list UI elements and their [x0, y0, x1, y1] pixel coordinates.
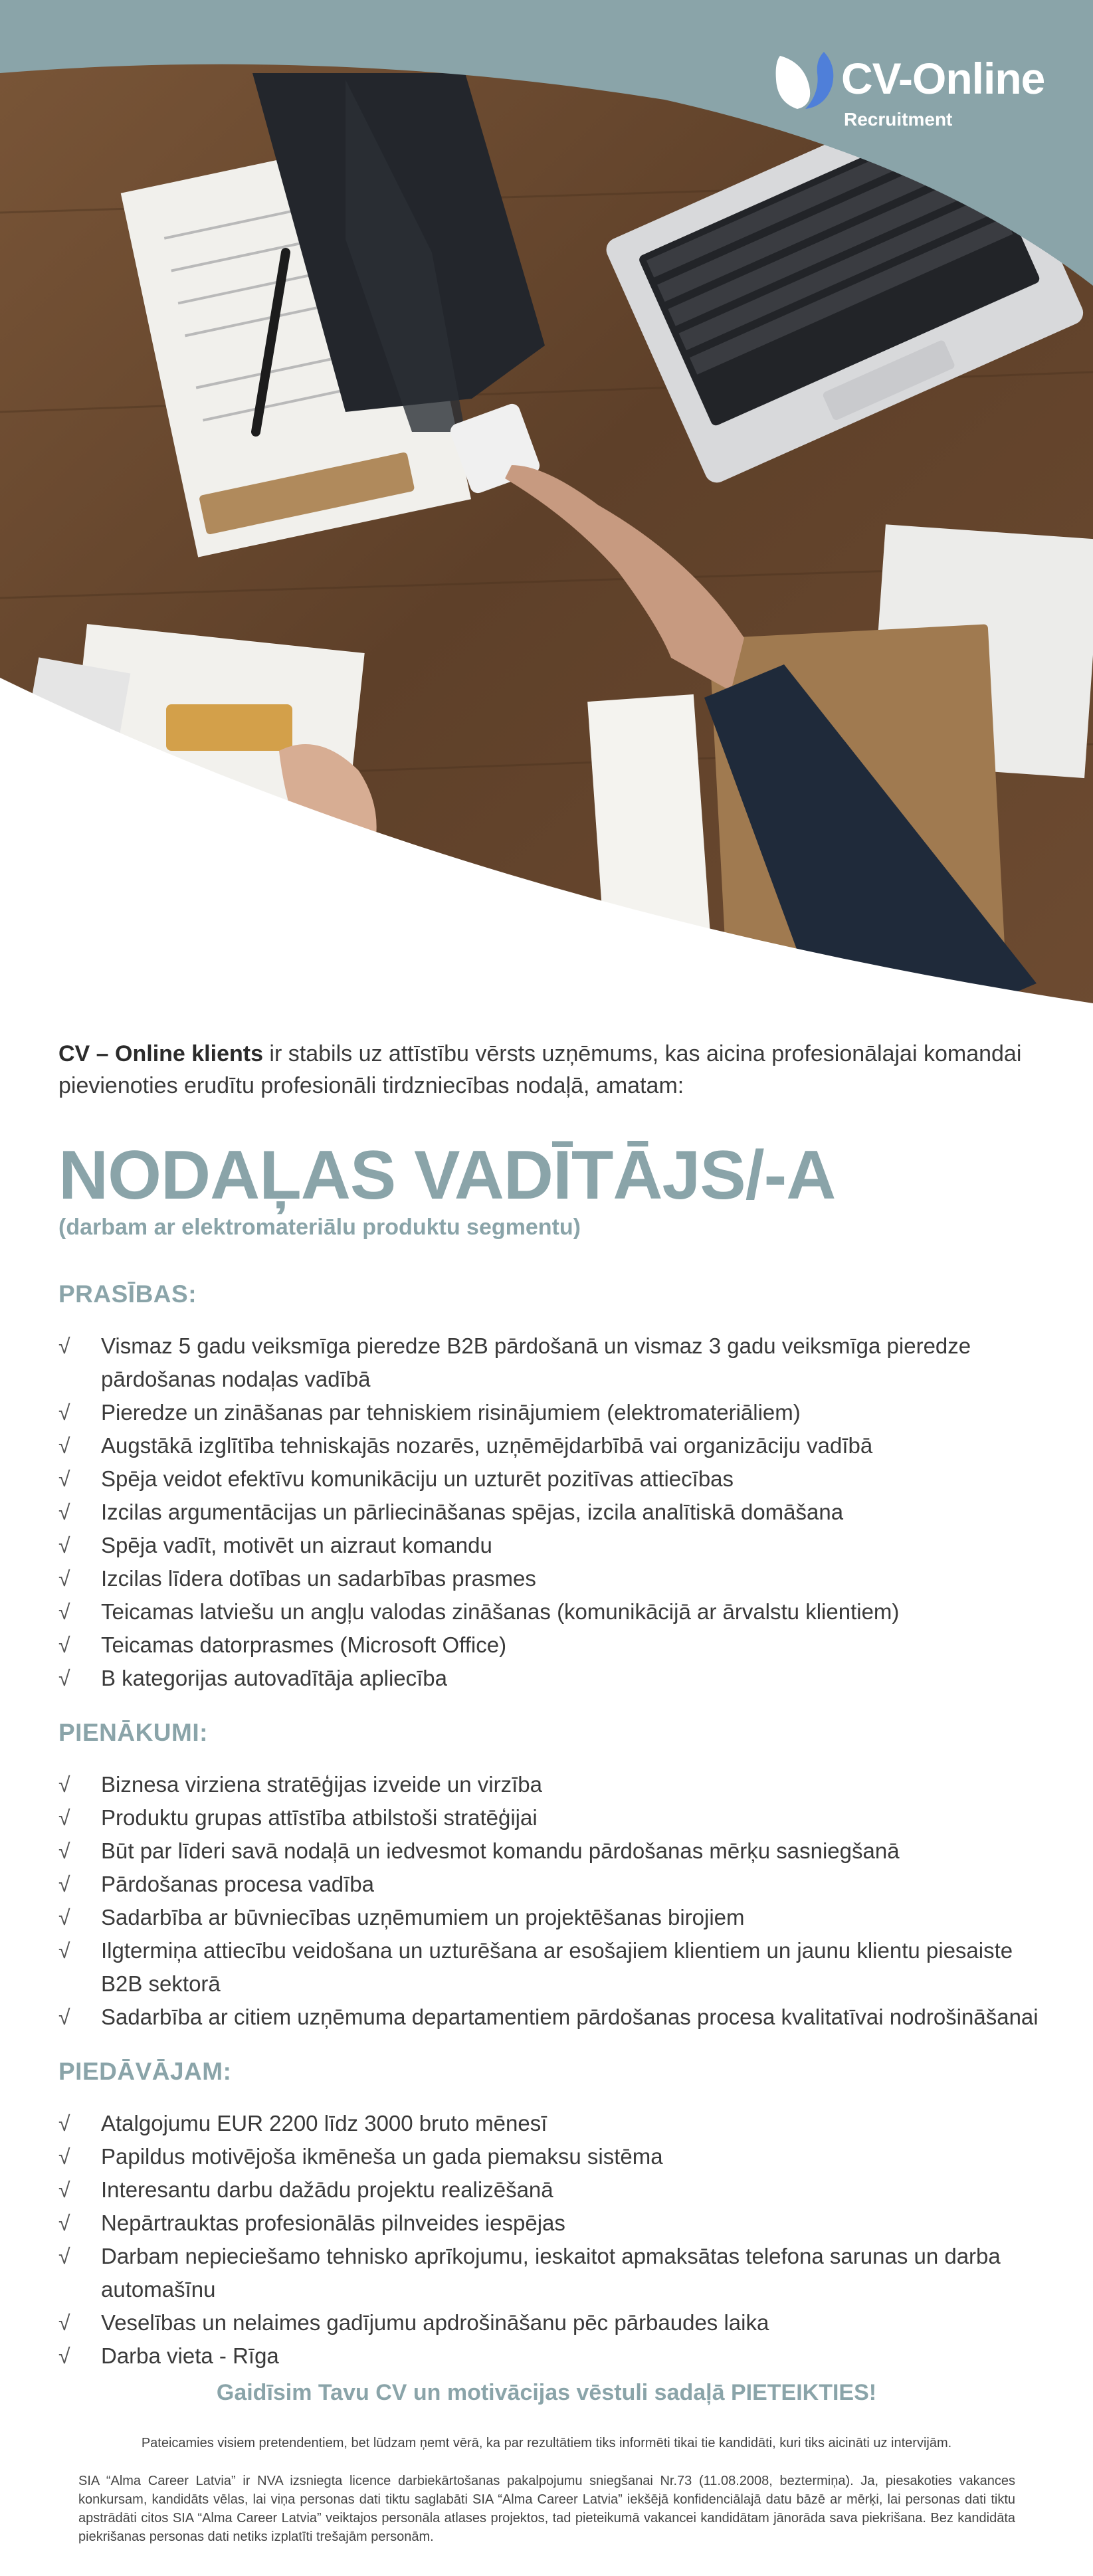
check-icon: √	[58, 1939, 70, 1963]
check-icon: √	[58, 2178, 70, 2202]
hero-banner	[0, 0, 1093, 1023]
list-item: √ Spēja veidot efektīvu komunikāciju un uzturēt pozitīvas attiecības	[58, 1462, 1055, 1496]
handshake-photo	[0, 0, 1093, 1023]
check-icon: √	[58, 2311, 70, 2335]
check-icon: √	[58, 1906, 70, 1930]
logo-name: CV-Online	[841, 54, 1045, 103]
check-icon: √	[58, 1666, 70, 1690]
check-icon: √	[58, 1773, 70, 1797]
check-icon: √	[58, 2211, 70, 2235]
legal-notice: SIA “Alma Career Latvia” ir NVA izsniegta licence darbiekārtošanas pakalpojumu sniegšanai Nr.73 (11.08.2008, beztermiņa). Ja, piesakoties vakances konkursam, kandidāts vēlas, lai viņa personas dati tiktu saglabāti SIA “Alma Career Latvia” iekšējā konfidenciālajā datu bāzē ar mērķi, lai personas dati tiktu apstrādāti citos SIA “Alma Career Latvia” veiktajos personāla atlases projektos, tad pieteikumā vakancei kandidātam jānorāda sava piekrišana. Bez kandidāta piekrišanas personas dati netiks izplatīti trešajām personām.	[78, 2474, 1015, 2544]
list-item: √ Veselības un nelaimes gadījumu apdrošināšanu pēc pārbaudes laika	[58, 2306, 1055, 2339]
duties-list	[58, 1768, 1055, 2034]
check-icon: √	[58, 2112, 70, 2135]
list-item: √ Vismaz 5 gadu veiksmīga pieredze B2B pārdošanā un vismaz 3 gadu veiksmīga pieredze pārdošanas nodaļas vadībā	[58, 1330, 1055, 1396]
intro-description: ir stabils uz attīstību vērsts uzņēmums, kas aicina profesionālajai komandai pievienoties erudītu profesionāli tirdzniecības nodaļā, amatam:	[58, 1041, 1022, 1098]
requirements-heading: PRASĪBAS:	[58, 1280, 197, 1308]
check-icon: √	[58, 2005, 70, 2029]
list-item: √ B kategorijas autovadītāja apliecība	[58, 1662, 1055, 1695]
apply-call-to-action: Gaidīsim Tavu CV un motivācijas vēstuli sadaļā PIETEIKTIES!	[216, 2380, 877, 2405]
job-title: NODAĻAS VADĪTĀJS/-A	[58, 1137, 836, 1214]
check-icon: √	[58, 1806, 70, 1830]
check-icon: √	[58, 1401, 70, 1425]
check-icon: √	[58, 1434, 70, 1458]
job-subtitle: (darbam ar elektromateriālu produktu segmentu)	[58, 1215, 581, 1240]
list-item: √ Teicamas datorprasmes (Microsoft Office)	[58, 1629, 1055, 1662]
list-item: √ Darbam nepieciešamo tehnisko aprīkojumu, ieskaitot apmaksātas telefona sarunas un darba automašīnu	[58, 2240, 1055, 2306]
intro-text	[58, 1038, 1055, 1102]
requirements-list	[58, 1330, 1055, 1695]
job-ad-content	[58, 1038, 1055, 2373]
cv-online-logo-icon	[771, 47, 837, 113]
check-icon: √	[58, 1500, 70, 1524]
offer-heading: PIEDĀVĀJAM:	[58, 2058, 232, 2085]
check-icon: √	[58, 1467, 70, 1491]
list-item: √ Papildus motivējoša ikmēneša un gada piemaksu sistēma	[58, 2140, 1055, 2173]
list-item: √ Nepārtrauktas profesionālās pilnveides iespējas	[58, 2207, 1055, 2240]
check-icon: √	[58, 1567, 70, 1591]
cv-online-logo	[771, 47, 1050, 146]
check-icon: √	[58, 1872, 70, 1896]
check-icon: √	[58, 2145, 70, 2169]
list-item: √ Spēja vadīt, motivēt un aizraut komandu	[58, 1529, 1055, 1562]
offer-list	[58, 2107, 1055, 2373]
list-item: √ Augstākā izglītība tehniskajās nozarēs, uzņēmējdarbībā vai organizāciju vadībā	[58, 1429, 1055, 1462]
list-item: √ Darba vieta - Rīga	[58, 2339, 1055, 2373]
list-item: √ Teicamas latviešu un angļu valodas zināšanas (komunikācijā ar ārvalstu klientiem)	[58, 1595, 1055, 1629]
list-item: √ Pārdošanas procesa vadība	[58, 1868, 1055, 1901]
check-icon: √	[58, 1534, 70, 1557]
client-name: CV – Online klients	[58, 1041, 263, 1066]
duties-heading: PIENĀKUMI:	[58, 1719, 208, 1746]
list-item: √ Pieredze un zināšanas par tehniskiem risinājumiem (elektromateriāliem)	[58, 1396, 1055, 1429]
check-icon: √	[58, 1839, 70, 1863]
logo-subtitle: Recruitment	[844, 109, 953, 130]
list-item: √ Izcilas līdera dotības un sadarbības prasmes	[58, 1562, 1055, 1595]
list-item: √ Biznesa virziena stratēģijas izveide un virzība	[58, 1768, 1055, 1801]
list-item: √ Produktu grupas attīstība atbilstoši stratēģijai	[58, 1801, 1055, 1834]
check-icon: √	[58, 1600, 70, 1624]
check-icon: √	[58, 2244, 70, 2268]
check-icon: √	[58, 1633, 70, 1657]
list-item: √ Interesantu darbu dažādu projektu realizēšanā	[58, 2173, 1055, 2207]
check-icon: √	[58, 2344, 70, 2368]
list-item: √ Atalgojumu EUR 2200 līdz 3000 bruto mēnesī	[58, 2107, 1055, 2140]
thanks-note: Pateicamies visiem pretendentiem, bet lūdzam ņemt vērā, ka par rezultātiem tiks informēti tikai tie kandidāti, kuri tiks aicināti uz intervijām.	[141, 2436, 952, 2450]
check-icon: √	[58, 1334, 70, 1358]
list-item: √ Sadarbība ar būvniecības uzņēmumiem un projektēšanas birojiem	[58, 1901, 1055, 1934]
list-item: √ Ilgtermiņa attiecību veidošana un uzturēšana ar esošajiem klientiem un jaunu klientu piesaiste B2B sektorā	[58, 1934, 1055, 2001]
list-item: √ Sadarbība ar citiem uzņēmuma departamentiem pārdošanas procesa kvalitatīvai nodrošināšanai	[58, 2001, 1055, 2034]
list-item: √ Būt par līderi savā nodaļā un iedvesmot komandu pārdošanas mērķu sasniegšanā	[58, 1834, 1055, 1868]
list-item: √ Izcilas argumentācijas un pārliecināšanas spējas, izcila analītiskā domāšana	[58, 1496, 1055, 1529]
